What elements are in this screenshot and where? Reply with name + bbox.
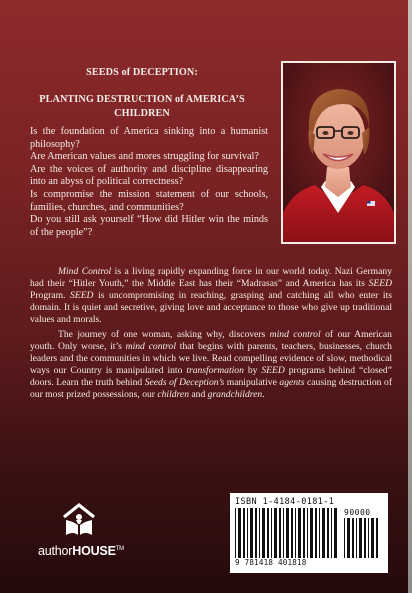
barcode-bar [262, 508, 265, 558]
barcode-bar [344, 518, 345, 558]
blurb-paragraph-1 [30, 266, 392, 326]
question-item: Is the foundation of America sinking into a humanist philosophy? [30, 126, 268, 150]
emphasis: transformation [186, 365, 244, 376]
barcode-bar [295, 508, 296, 558]
trademark-mark: TM [115, 545, 124, 552]
barcode-bar [283, 508, 284, 558]
publisher-logo [38, 500, 130, 572]
blurb-text: by [243, 365, 262, 376]
price-code: 90000 [344, 508, 371, 517]
barcode-bar [310, 508, 313, 558]
barcode-bar [271, 508, 272, 558]
blurb [30, 266, 392, 404]
barcode-bar [334, 508, 337, 558]
subtitle-line-1: PLANTING DESTRUCTION of AMERICA’S [39, 94, 245, 105]
barcode-bar [247, 508, 248, 558]
house-book-icon [60, 500, 98, 540]
blurb-text: of our American youth. Only worse, it’s [30, 329, 392, 352]
question-item: Is compromise the mission statement of our schools, families, churches, and communities? [30, 188, 268, 213]
subtitle-line-2: CHILDREN [114, 108, 170, 119]
barcode-bar [364, 518, 366, 558]
author-photo [281, 61, 396, 244]
blurb-text: is uncompromising in reaching, grasping and catching all who enter its domain. It is quiet and secretive, giving love and acceptance to those who give up traditional values and morals. [30, 290, 392, 325]
barcode-bar [243, 508, 245, 558]
publisher-name [38, 544, 138, 558]
barcode-bar [238, 508, 241, 558]
blurb-text: . [262, 389, 265, 400]
barcode-bar [319, 508, 320, 558]
barcode-bar [250, 508, 253, 558]
barcode-bar [298, 508, 301, 558]
barcode-bar [307, 508, 308, 558]
emphasis: grandchildren [207, 389, 263, 400]
series-title: SEEDS of DECEPTION: [86, 67, 198, 78]
emphasis: SEED [70, 290, 94, 301]
blurb-text: manipulative [224, 377, 280, 388]
ean-bars [235, 508, 339, 558]
publisher-name-lower: author [38, 544, 73, 558]
emphasis: mind control [269, 329, 321, 340]
barcode-digits: 9 781418 401818 [235, 558, 307, 567]
barcode-bar [235, 508, 236, 558]
author-portrait-illustration [283, 63, 394, 242]
cover-title [18, 66, 266, 121]
blurb-text: and [189, 389, 208, 400]
isbn-barcode [230, 493, 388, 573]
emphasis: children [157, 389, 189, 400]
barcode-bar [259, 508, 260, 558]
barcode-bar [331, 508, 332, 558]
blurb-text: The journey of one woman, asking why, discovers [58, 329, 270, 340]
blurb-text: is a living rapidly expanding force in our world today. Nazi Germany had their “Hitler Youth,” the Middle East has their “Madrasas” and America has its [30, 266, 392, 289]
question-item: Are American values and mores struggling for survival? [30, 151, 259, 163]
blurb-text: that begins with parents, teachers, businesses, church leaders and the communities in which we live. Read compelling evidence of slow, methodical ways our Country is manipulated into [30, 341, 392, 376]
emphasis: Mind Control [58, 266, 112, 277]
barcode-bar [368, 518, 369, 558]
barcode-bar [359, 518, 362, 558]
emphasis: agents [279, 377, 305, 388]
barcode-bar [352, 518, 354, 558]
emphasis: SEED [368, 278, 392, 289]
addon-bars [344, 518, 380, 558]
barcode-bar [291, 508, 293, 558]
barcode-bar [347, 518, 350, 558]
barcode-bar [303, 508, 305, 558]
barcode-bar [315, 508, 317, 558]
barcode-bar [255, 508, 257, 558]
blurb-text: causing destruction of our most prized possessions, our [30, 377, 393, 400]
question-item: Are the voices of authority and discipline disappearing into an abyss of political correctness? [30, 163, 268, 188]
publisher-name-upper: HOUSE [72, 544, 116, 558]
emphasis: Seeds of Deception’s [144, 377, 225, 388]
isbn-number: ISBN 1-4184-0181-1 [235, 497, 335, 507]
barcode-bar [371, 518, 374, 558]
barcode-bar [322, 508, 325, 558]
emphasis: mind control [125, 341, 176, 352]
barcode-bar [267, 508, 269, 558]
blurb-text: programs behind “closed” doors. Learn the truth behind [30, 365, 392, 388]
barcode-bar [274, 508, 277, 558]
barcode-bar [286, 508, 289, 558]
emphasis: SEED [261, 365, 285, 376]
barcode-bar [327, 508, 329, 558]
question-item: Do you still ask yourself “How did Hitler win the minds of the people”? [30, 214, 268, 238]
blurb-text: Program. [30, 290, 71, 301]
barcode-bar [356, 518, 357, 558]
blurb-paragraph-2 [30, 329, 392, 401]
barcode-bar [279, 508, 281, 558]
question-list [30, 126, 268, 239]
barcode-bar [376, 518, 378, 558]
